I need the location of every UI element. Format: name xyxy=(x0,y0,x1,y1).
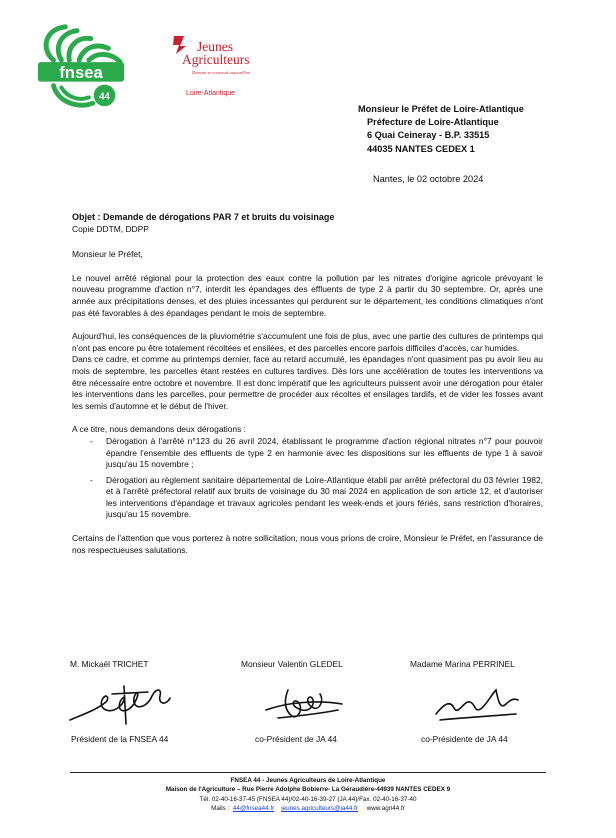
signatory-role-2: co-Président de JA 44 xyxy=(255,734,337,744)
footer-address: Maison de l'Agriculture – Rue Pierre Adolphe Bobierre- La Géraudière-44939 NANTES CEDEX 9 xyxy=(165,786,451,794)
ja-department: Loire-Atlantique xyxy=(186,90,236,97)
mails-label: Mails : xyxy=(211,805,230,813)
addressee-line2: Préfecture de Loire-Atlantique xyxy=(367,117,499,128)
signatory-role-1: Président de la FNSEA 44 xyxy=(71,734,169,744)
closing-paragraph: Certains de l'attention que vous porterez à notre sollicitation, nous vous prions de croire, Monsieur le Préfet, en l'assurance de nos respectueuses salutations. xyxy=(72,533,543,555)
copy-line: Copie DDTM, DDPP xyxy=(72,223,149,234)
addressee-line1: Monsieur le Préfet de Loire-Atlantique xyxy=(358,104,524,114)
footer-phone: Tél. 02-40-16-37-45 (FNSEA 44)/02-40-16-39-27 (JA 44)/Fax. 02-40-16-37-40 xyxy=(199,795,417,803)
ja-brand-line2: Agriculteurs xyxy=(182,52,250,67)
addressee-line4: 44035 NANTES CEDEX 1 xyxy=(367,143,475,154)
ja-brand-line1: Jeunes xyxy=(197,39,233,54)
ja-logo xyxy=(170,26,280,106)
addressee-line3: 6 Quai Ceineray - B.P. 33515 xyxy=(367,130,490,141)
email-link-ja[interactable]: jeunes.agriculteurs@ja44.fr xyxy=(281,805,358,813)
signatory-role-3: co-Présidente de JA 44 xyxy=(421,734,508,744)
fnsea-logo-number: 44 xyxy=(99,91,110,103)
derogation-list xyxy=(72,436,543,521)
object-line: Objet : Demande de dérogations PAR 7 et bruits du voisinage xyxy=(72,212,335,222)
addressee-block xyxy=(358,103,524,156)
list-item: - Dérogation au règlement sanitaire départemental de Loire-Atlantique établi par arrêté préfectoral du 03 février 1982, et à l'arrêté préfectoral relatif aux bruits de voisinage du 30 mai 2024 en application de son article 12, et d'autoriser les interventions d'épandage et travaux agricoles pendant les week-ends et jours fériés, sans restriction d'horaires, jusqu'au 15 novembre. xyxy=(90,474,543,520)
paragraph-2: Aujourd'hui, les conséquences de la pluviométrie s'accumulent une fois de plus, avec une partie des cultures de printemps qui n'ont pas encore pu être totalement récoltées et ensilées, et des parcelles encore parfois difficiles d'accès, car humides. xyxy=(72,331,543,353)
signature-trichet xyxy=(66,680,186,728)
list-item: - Dérogation à l'arrêté n°123 du 26 avril 2024, établissant le programme d'action régional nitrates n°7 pour pouvoir épandre l'ensemble des effluents de type 2 en harmonie avec les dispositions sur les effluents de type 1 à savoir jusqu'au 15 novembre ; xyxy=(90,435,543,470)
footer xyxy=(0,776,616,814)
paragraph-1: Le nouvel arrêté régional pour la protection des eaux contre la pollution par les nitrates d'origine agricole prévoyant le nouveau programme d'action n°7, interdit les épandages des effluents de type 2 à partir du 30 septembre. Or, après une année aux précipitations denses, et des pluies incessantes qui perdurent sur le département, les conditions climatiques n'ont pas été favorables à des épandages pendant le mois de septembre. xyxy=(72,272,543,318)
salutation: Monsieur le Préfet, xyxy=(72,249,143,260)
email-link-fnsea[interactable]: 44@fnsea44.fr xyxy=(232,805,275,813)
footer-contacts xyxy=(211,804,405,813)
footer-org: FNSEA 44 - Jeunes Agriculteurs de Loire-Atlantique xyxy=(230,777,386,784)
fnsea-logo-text: fnsea xyxy=(59,62,103,82)
footer-divider xyxy=(70,772,546,773)
signature-perrinel xyxy=(430,680,522,728)
signatory-name-3: Madame Marina PERRINEL xyxy=(410,659,515,669)
signatory-name-2: Monsieur Valentin GLEDEL xyxy=(241,659,343,669)
ja-tagline: Demain se construit aujourd'hui xyxy=(192,70,251,75)
signature-gledel xyxy=(258,680,348,728)
letter-date: Nantes, le 02 octobre 2024 xyxy=(373,174,484,184)
signatory-name-1: M. Mickaël TRICHET xyxy=(70,659,149,669)
paragraph-3: Dans ce cadre, et comme au printemps dernier, face au retard accumulé, les épandages n'ont quasiment pas pu avoir lieu au mois de septembre, les parcelles étant restées en cultures tardives. Dès lors une accélération de toutes les interventions va être nécessaire entre octobre et novembre. Il est donc impératif que les agriculteurs puissent avoir une dérogation pour étaler les interventions dans les parcelles, pour permettre de procéder aux récoltes et ensilages tardifs, et de vider les fosses avant les semis d'automne et le début de l'hiver. xyxy=(72,354,543,411)
website-text[interactable]: www.agri44.fr xyxy=(366,805,405,813)
letter-body xyxy=(72,212,543,556)
paragraph-4: A ce titre, nous demandons deux dérogations : xyxy=(72,424,247,435)
ja-brand-name xyxy=(182,40,249,66)
fnsea-44-logo xyxy=(32,17,130,115)
